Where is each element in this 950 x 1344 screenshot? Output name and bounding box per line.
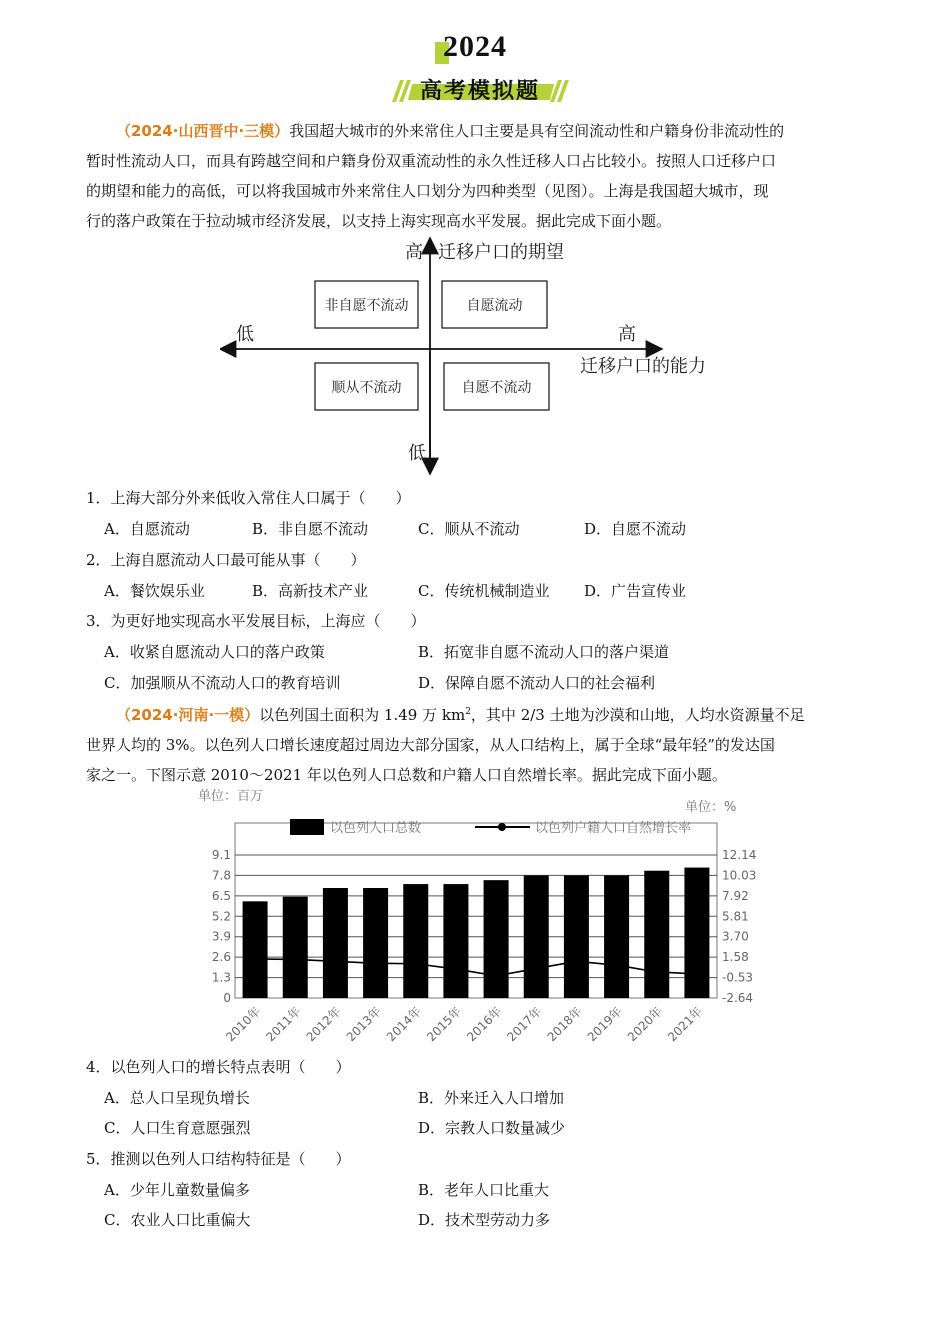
x-low-label: 低	[236, 324, 254, 345]
question-stem: 以色列人口的增长特点表明（ ）	[110, 1058, 351, 1076]
legend-line-label: 以色列户籍人口自然增长率	[535, 821, 692, 836]
x-tick-label: 2012年	[303, 1004, 344, 1045]
year-title: 2024	[435, 30, 515, 64]
population-bar	[443, 884, 468, 998]
passage-line: 家之一。下图示意 2010～2021 年以色列人口总数和户籍人口自然增长率。据此完成下面小题。	[86, 766, 727, 784]
right-tick-label: 12.14	[722, 848, 757, 862]
x-axis-label: 迁移户口的能力	[580, 356, 706, 377]
right-tick-label: 5.81	[722, 909, 749, 924]
left-tick-label: 6.5	[211, 888, 231, 903]
growth-rate-point	[495, 975, 497, 977]
option: A．自愿流动	[104, 520, 190, 538]
x-tick-label: 2019年	[584, 1004, 625, 1045]
growth-rate-point	[415, 963, 417, 965]
option: A．餐饮娱乐业	[104, 582, 205, 600]
growth-rate-point	[335, 960, 337, 962]
option: A．收紧自愿流动人口的落户政策	[104, 643, 325, 661]
left-tick-label: 7.8	[211, 868, 231, 883]
x-tick-label: 2021年	[665, 1004, 706, 1045]
option: B．拓宽非自愿不流动人口的落户渠道	[418, 643, 670, 661]
growth-rate-point	[375, 962, 377, 964]
right-tick-label: 7.92	[722, 888, 749, 903]
left-tick-label: 2.6	[211, 950, 231, 965]
quadrant-label: 自愿不流动	[461, 380, 532, 396]
question-number: 2．	[86, 551, 111, 569]
right-tick-label: 3.70	[722, 929, 749, 944]
right-tick-label: 10.03	[722, 868, 757, 883]
option: D．技术型劳动力多	[418, 1211, 551, 1229]
question-1	[86, 487, 411, 508]
x-high-label: 高	[618, 324, 636, 345]
option: B．非自愿不流动	[252, 520, 369, 538]
population-chart	[190, 780, 770, 1050]
option: A．总人口呈现负增长	[104, 1089, 250, 1107]
growth-rate-point	[455, 968, 457, 970]
option: C．传统机械制造业	[418, 582, 550, 600]
passage-line: 以色列国土面积为 1.49 万 km	[259, 706, 466, 724]
right-tick-label: 1.58	[722, 950, 749, 965]
option: C．加强顺从不流动人口的教育培训	[104, 674, 341, 692]
x-tick-label: 2018年	[544, 1004, 585, 1045]
right-tick-label: -2.64	[722, 991, 754, 1005]
question-number: 5．	[86, 1150, 111, 1168]
population-bar	[484, 880, 509, 998]
x-tick-label: 2011年	[263, 1004, 304, 1045]
question-3	[86, 610, 426, 631]
right-unit-label: 单位：%	[685, 800, 737, 815]
population-bar	[403, 884, 428, 998]
passage-line: 暂时性流动人口，而具有跨越空间和户籍身份双重流动性的永久性迁移人口占比较小。按照人口迁移户口	[86, 152, 777, 170]
passage-line: 世界人均的 3%。以色列人口增长速度超过周边大部分国家，从人口结构上，属于全球“最年轻”的发达国	[86, 736, 775, 754]
option: D．广告宣传业	[584, 582, 687, 600]
left-tick-label: 1.3	[211, 970, 231, 985]
population-bar	[564, 875, 589, 998]
exam-banner	[392, 74, 568, 102]
question-number: 3．	[86, 612, 111, 630]
page-header	[0, 30, 950, 64]
x-tick-label: 2017年	[504, 1004, 545, 1045]
left-tick-label: 0	[223, 991, 231, 1005]
banner-title: 高考模拟题	[419, 79, 540, 104]
option: B．外来迁入人口增加	[418, 1089, 565, 1107]
superscript: 2	[465, 707, 471, 717]
passage-2	[86, 697, 861, 790]
right-tick-label: -0.53	[722, 970, 754, 985]
source-tag: （2024·河南·一模）	[116, 706, 260, 724]
legend-bar-swatch	[290, 819, 324, 835]
option: B．老年人口比重大	[418, 1181, 550, 1199]
population-bar	[243, 901, 268, 998]
question-number: 4．	[86, 1058, 111, 1076]
population-bar	[323, 888, 348, 998]
left-unit-label: 单位：百万	[198, 789, 264, 804]
growth-rate-point	[616, 964, 618, 966]
left-tick-label: 9.1	[211, 848, 231, 862]
source-tag: （2024·山西晋中·三模）	[116, 122, 290, 140]
question-stem: 为更好地实现高水平发展目标，上海应（ ）	[110, 612, 426, 630]
passage-1	[86, 116, 861, 236]
population-bar	[604, 875, 629, 998]
growth-rate-point	[576, 960, 578, 962]
growth-rate-line	[255, 959, 697, 976]
y-high-label: 高	[405, 242, 423, 263]
x-tick-label: 2016年	[464, 1004, 505, 1045]
quadrant-diagram	[220, 232, 740, 482]
quadrant-label: 非自愿不流动	[324, 298, 409, 314]
passage-line: 行的落户政策在于拉动城市经济发展，以支持上海实现高水平发展。据此完成下面小题。	[86, 212, 672, 230]
passage-line: 的期望和能力的高低，可以将我国城市外来常住人口划分为四种类型（见图）。上海是我国超大城市，现	[86, 182, 769, 200]
quadrant-label: 顺从不流动	[331, 380, 402, 396]
question-4	[86, 1056, 351, 1077]
growth-rate-point	[656, 971, 658, 973]
legend-bar-label: 以色列人口总数	[330, 821, 422, 836]
growth-rate-point	[535, 968, 537, 970]
population-bar	[524, 875, 549, 998]
option: D．保障自愿不流动人口的社会福利	[418, 674, 656, 692]
population-bar	[363, 888, 388, 998]
passage-line: 我国超大城市的外来常住人口主要是具有空间流动性和户籍身份非流动性的	[289, 122, 785, 140]
question-stem: 上海自愿流动人口最可能从事（ ）	[110, 551, 366, 569]
option: D．宗教人口数量减少	[418, 1119, 566, 1137]
population-bar	[684, 868, 709, 998]
population-bar	[644, 871, 669, 998]
option: B．高新技术产业	[252, 582, 369, 600]
question-stem: 上海大部分外来低收入常住人口属于（ ）	[110, 489, 411, 507]
left-tick-label: 3.9	[211, 929, 231, 944]
question-2	[86, 549, 366, 570]
question-number: 1．	[86, 489, 111, 507]
x-tick-label: 2020年	[624, 1004, 665, 1045]
growth-rate-point	[254, 958, 256, 960]
x-tick-label: 2015年	[424, 1004, 465, 1045]
x-tick-label: 2013年	[343, 1004, 384, 1045]
x-tick-label: 2010年	[223, 1004, 264, 1045]
legend-line-marker	[498, 823, 506, 831]
left-tick-label: 5.2	[211, 909, 231, 924]
population-bar	[283, 897, 308, 998]
y-low-label: 低	[408, 443, 426, 464]
option: C．农业人口比重偏大	[104, 1211, 251, 1229]
growth-rate-point	[696, 973, 698, 975]
option: A．少年儿童数量偏多	[104, 1181, 250, 1199]
option: D．自愿不流动	[584, 520, 687, 538]
option: C．人口生育意愿强烈	[104, 1119, 251, 1137]
growth-rate-point	[294, 958, 296, 960]
quadrant-label: 自愿流动	[466, 298, 523, 314]
question-stem: 推测以色列人口结构特征是（ ）	[110, 1150, 351, 1168]
y-axis-label: 迁移户口的期望	[438, 242, 564, 263]
question-5	[86, 1148, 351, 1169]
x-tick-label: 2014年	[383, 1004, 424, 1045]
passage-line: ，其中 2/3 土地为沙漠和山地，人均水资源量不足	[470, 706, 805, 724]
option: C．顺从不流动	[418, 520, 520, 538]
